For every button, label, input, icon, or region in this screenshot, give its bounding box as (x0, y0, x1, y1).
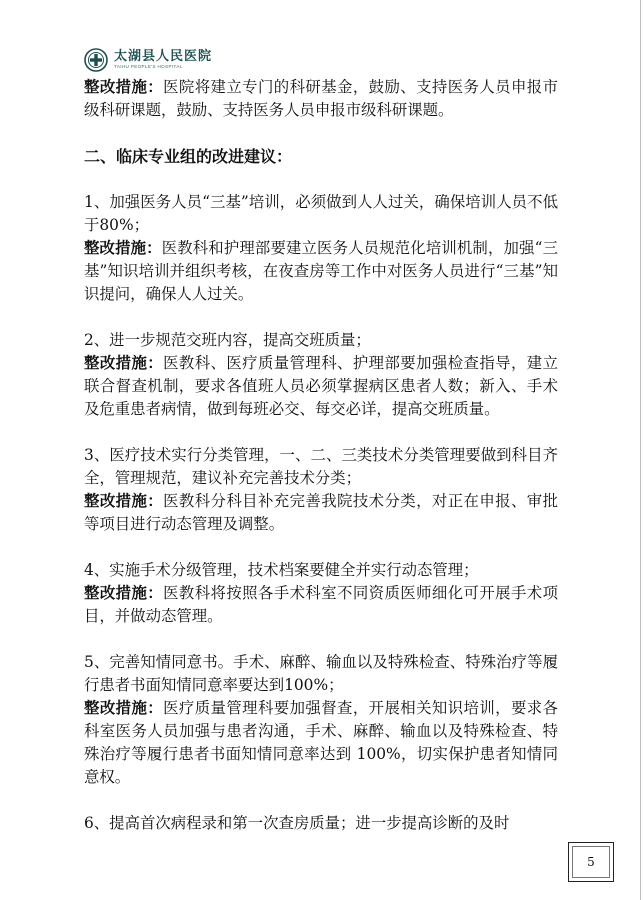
measure-label: 整改措施： (84, 239, 162, 257)
paragraph-measure (84, 697, 558, 789)
measure-label: 整改措施： (84, 354, 164, 372)
paragraph-measure (84, 76, 558, 122)
measure-text: 医教科分科目补充完善我院技术分类，对正在申报、审批等项目进行动态管理及调整。 (84, 492, 558, 533)
document-body (84, 76, 558, 835)
measure-label: 整改措施： (84, 492, 164, 510)
paragraph-measure (84, 582, 558, 628)
hospital-name: 太湖县人民医院 (114, 49, 213, 65)
suggestion-item: 2、进一步规范交班内容，提高交班质量； (84, 331, 371, 349)
measure-text: 医院将建立专门的科研基金，鼓励、支持医务人员申报市级科研课题，鼓励、支持医务人员申报市级科研课题。 (84, 78, 558, 119)
measure-label: 整改措施： (84, 78, 164, 96)
measure-text: 医疗质量管理科要加强督查，开展相关知识培训，要求各科室医务人员加强与患者沟通，手术、麻醉、输血以及特殊检查、特殊治疗等履行患者书面知情同意率达到 100%，切实保护患者知情同意权。 (84, 699, 558, 786)
suggestion-item: 6、提高首次病程录和第一次查房质量；进一步提高诊断的及时 (84, 814, 510, 832)
measure-text: 医教科、医疗质量管理科、护理部要加强检查指导，建立联合督查机制，要求各值班人员必须掌握病区患者人数；新入、手术及危重患者病情，做到每班必交、每交必详，提高交班质量。 (84, 354, 558, 418)
suggestion-item: 5、完善知情同意书。手术、麻醉、输血以及特殊检查、特殊治疗等履行患者书面知情同意率要达到100%； (84, 653, 558, 694)
hospital-name-en: TAIHU PEOPLE'S HOSPITAL (114, 64, 183, 70)
suggestion-item: 1、加强医务人员“三基”培训，必须做到人人过关，确保培训人员不低于80%； (84, 193, 558, 234)
measure-text: 医教科和护理部要建立医务人员规范化培训机制，加强“三基”知识培训并组织考核，在夜查房等工作中对医务人员进行“三基”知识提问，确保人人过关。 (84, 239, 558, 303)
hospital-logo-icon (84, 48, 108, 72)
paragraph-measure (84, 490, 558, 536)
page-number-box (568, 842, 614, 882)
page-edge (640, 0, 641, 900)
suggestion-item: 4、实施手术分级管理，技术档案要健全并实行动态管理； (84, 561, 479, 579)
suggestion-item: 3、医疗技术实行分类管理，一、二、三类技术分类管理要做到科目齐全，管理规范，建议补充完善技术分类； (84, 446, 558, 487)
paragraph-measure (84, 237, 558, 306)
measure-label: 整改措施： (84, 584, 164, 602)
page-number: 5 (587, 855, 595, 869)
measure-label: 整改措施： (84, 699, 164, 717)
paragraph-measure (84, 352, 558, 421)
document-header (84, 46, 212, 74)
section-title: 二、临床专业组的改进建议： (84, 147, 293, 166)
measure-text: 医教科将按照各手术科室不同资质医师细化可开展手术项目，并做动态管理。 (84, 584, 558, 625)
